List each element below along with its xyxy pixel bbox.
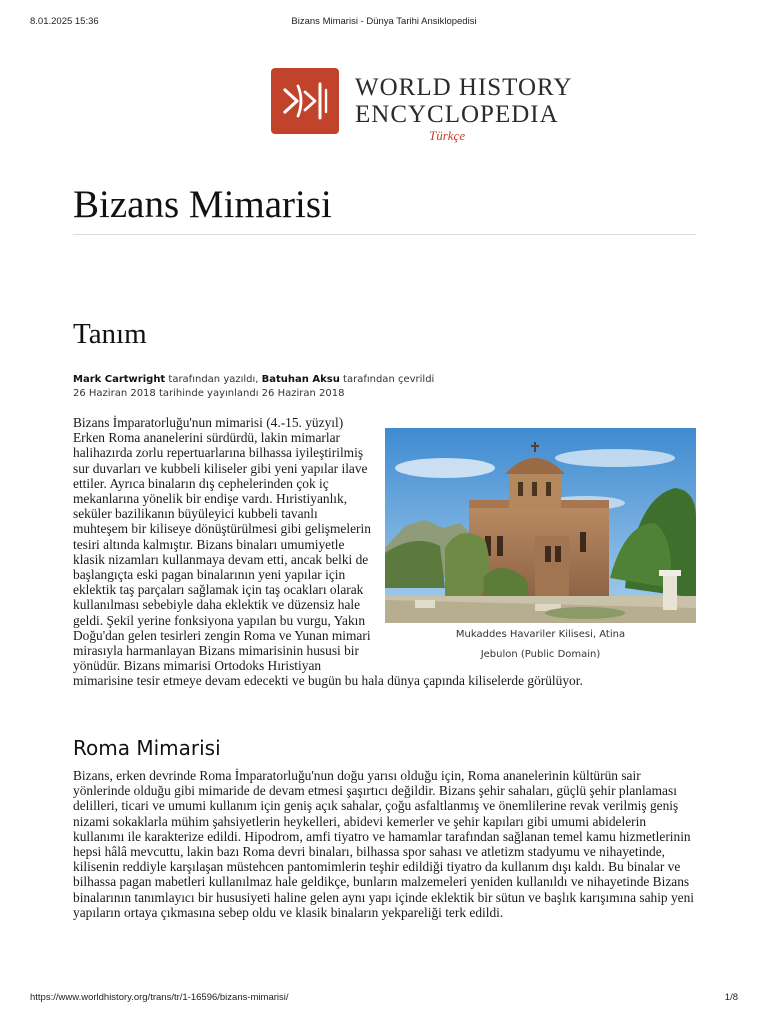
publish-dates: 26 Haziran 2018 tarihinde yayınlandı 26 Haziran 2018 [73,388,345,399]
title-divider [73,234,696,235]
print-header [30,16,738,30]
church-photo[interactable] [385,428,696,623]
article-figure [385,428,696,663]
logo-line-1: WORLD HISTORY [355,74,573,101]
byline [73,373,696,387]
article-body [73,415,696,689]
article-meta [73,373,696,401]
print-datetime: 8.01.2025 15:36 [30,16,99,27]
print-page-title: Bizans Mimarisi - Dünya Tarihi Ansiklopedisi [291,16,477,27]
print-url[interactable]: https://www.worldhistory.org/trans/tr/1-16596/bizans-mimarisi/ [30,992,289,1003]
figure-credit: Jebulon (Public Domain) [480,649,601,660]
figure-caption: Mukaddes Havariler Kilisesi, Atina [455,629,626,640]
author-suffix: tarafından yazıldı, [165,374,262,385]
logo-line-2: ENCYCLOPEDIA [355,101,559,128]
logo-language: Türkçe [429,128,466,143]
site-logo[interactable] [271,68,573,148]
world-history-encyclopedia-logo-icon [271,68,339,134]
intro-paragraph: Bizans İmparatorluğu'nun mimarisi (4.-15. yüzyıl) Erken Roma ananelerini sürdürdü, lakin mimarlar halihazırda zorlu repertuarlarına bilhassa iyileştirilmiş sur duvarları ve kubbeli kiliseler gibi yeni yapılar ilave ettiler. Ayrıca binaların dış cephelerinden çok iç mekanlarına yönelik bir endişe vardı. Hıristiyanlık, seküler bazilikanın büyüleyici kubbeli tavanlı muhteşem bir kiliseye dönüştürülmesi gibi gelişmelerin tesiri altında kalmıştır. Bizans binaları umumiyetle klasik nizamları kullanmaya devam etti, ancak belki de başlangıçta eski pagan binalarının yeni yapılar için eklektik taş parçaları sağlamak için taş ocakları olarak kullanılması sebebiyle daha eklektik ve düzensiz hale geldi. Şekil yerine fonksiyona yapılan bu vurgu, Yakın Doğu'dan gelen tesirleri zengin Roma ve Yunan mimari mirasıyla harmanlayan Bizans mimarisinin hususi bir yönüdür. Bizans mimarisi Ortodoks Hıristiyan mimarisine tesir etmeye devam edecekti ve bugün bu hala dünya çapında kiliselerde görülüyor. [73,415,583,689]
translator-suffix: tarafından çevrildi [339,374,435,385]
print-footer [30,992,738,1006]
section-title-roman-architecture: Roma Mimarisi [73,736,221,760]
roman-architecture-section [73,768,696,920]
author-link[interactable]: Mark Cartwright [73,374,166,385]
translator-link[interactable]: Batuhan Aksu [261,374,340,385]
logo-wordmark [355,74,572,128]
roman-architecture-paragraph: Bizans, erken devrinde Roma İmparatorluğu'nun doğu yarısı olduğu için, Roma ananelerinin kültürün sair yönlerinde olduğu gibi mimaride de devam etmesi şaşırtıcı değildir. Bizans şehir sahaları, güçlü şehir planlaması delilleri, ticari ve umumi kullanım için geniş açık sahalar, çoğu asfaltlanmış ve önemlilerine revak verilmiş geniş nizami sokaklarla mühim şahsiyetlerin heykelleri, abidevi kemerler ve şehir kapıları gibi umumi abidelerin kullanımı ile karakterize edildi. Hipodrom, amfi tiyatro ve hamamlar tarafından sağlanan temel kamu hizmetlerinin hepsi hâlâ mevcuttu, lakin bazı Roma devri binaları, bilhassa spor sahası ve atletizm stadyumu ve nihayetinde, kilisenin reddiyle karşılaşan müstehcen pantomimlerin teşhir edildiği tiyatro da kullanım dışı kaldı. Bu binalar ve bilhassa pagan mabetleri kullanılmaz hale geldikçe, bunların malzemeleri yeniden kullanıldı ve nihayetinde Bizans binalarının tanımlayıcı bir hususiyeti haline gelen aynı yapı içinde eklektik bir sütun ve başlık karışımına sahip yeni yapıların ortaya çıkmasına sebep oldu ve klasik binaların yekpareliği terk edildi. [73,768,695,920]
page-title: Bizans Mimarisi [73,183,332,226]
page-number: 1/8 [724,992,738,1003]
section-title-definition: Tanım [73,318,147,350]
